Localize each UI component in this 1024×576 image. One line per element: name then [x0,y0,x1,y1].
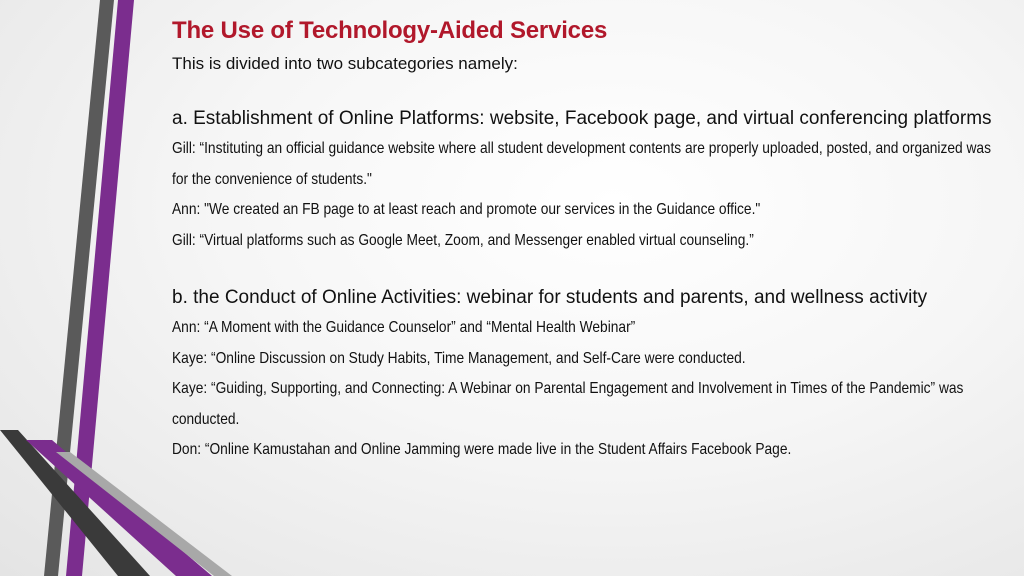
section-a-heading: a. Establishment of Online Platforms: website, Facebook page, and virtual conferencing platforms [172,108,992,129]
section-a-quote: Ann: "We created an FB page to at least reach and promote our services in the Guidance office." [172,201,761,218]
section-b-quote: Don: “Online Kamustahan and Online Jamming were made live in the Student Affairs Facebook Page. [172,441,792,458]
section-b-quote: Kaye: “Guiding, Supporting, and Connecting: A Webinar on Parental Engagement and Involvement in Times of the Pandemic” was conducted. [172,380,964,428]
section-b-quote: Ann: “A Moment with the Guidance Counselor” and “Mental Health Webinar” [172,319,636,336]
section-a-quote: Gill: “Instituting an official guidance website where all student development contents are properly uploaded, posted, and organized was for the convenience of students." [172,140,991,188]
slide-content [172,14,1002,466]
slide-subtitle: This is divided into two subcategories namely: [172,54,518,73]
section-b-heading: b. the Conduct of Online Activities: webinar for students and parents, and wellness activity [172,287,928,308]
slide-title: The Use of Technology-Aided Services [172,17,608,44]
section-b-quote: Kaye: “Online Discussion on Study Habits, Time Management, and Self-Care were conducted. [172,349,746,367]
section-a-quote: Gill: “Virtual platforms such as Google Meet, Zoom, and Messenger enabled virtual counseling.” [172,231,754,249]
